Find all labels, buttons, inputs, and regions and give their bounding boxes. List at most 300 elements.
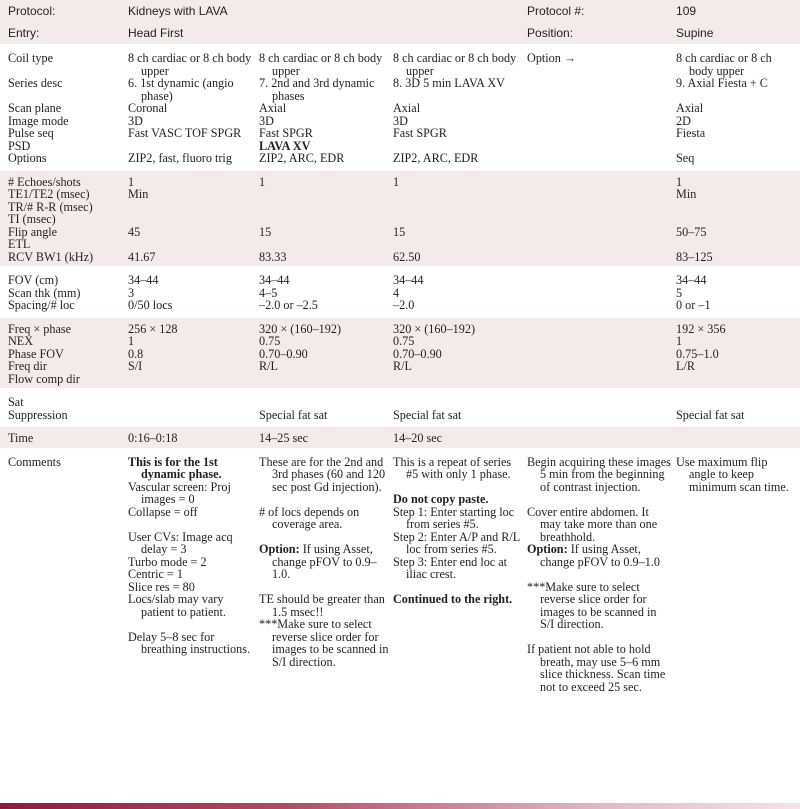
- value-text: 3D: [259, 113, 274, 128]
- parameter-value: [676, 169, 800, 188]
- parameter-value: [393, 299, 527, 316]
- parameter-value: [128, 152, 259, 169]
- parameter-row: [0, 201, 800, 214]
- parameter-value: [676, 201, 800, 214]
- parameter-value: [259, 335, 393, 348]
- parameter-row: [0, 238, 800, 251]
- entry-label: Entry:: [8, 26, 40, 40]
- parameter-label: Suppression: [8, 407, 68, 422]
- parameter-group: [0, 390, 800, 426]
- parameter-label: TR/# R-R (msec): [8, 199, 93, 214]
- parameter-value: [259, 169, 393, 188]
- parameter-value: [527, 140, 676, 153]
- parameter-value: [676, 46, 800, 78]
- comment-cell: [128, 449, 259, 709]
- parameter-value: [393, 409, 527, 426]
- comment-block: [527, 456, 672, 494]
- comment-block: [128, 456, 255, 519]
- bold-prefix: Option:: [527, 542, 568, 556]
- comment-line: Option: If using Asset, change pFOV to 0.9–1.0: [527, 542, 660, 569]
- parameter-value: [128, 102, 259, 115]
- parameter-row: [0, 152, 800, 169]
- parameter-value: [259, 316, 393, 335]
- parameter-value: [527, 201, 676, 214]
- comment-line: Centric = 1: [128, 567, 183, 581]
- parameter-group: [0, 169, 800, 268]
- value-text: Fast SPGR: [259, 126, 313, 140]
- parameter-value: [527, 251, 676, 268]
- value-text: LAVA XV: [259, 138, 311, 153]
- parameter-value: [527, 169, 676, 188]
- parameter-value: [676, 360, 800, 373]
- parameter-value: [393, 390, 527, 409]
- comment-block: [259, 456, 389, 494]
- parameter-value: [128, 390, 259, 409]
- parameter-label: ETL: [8, 237, 31, 251]
- value-text: 0.8: [128, 346, 144, 361]
- comment-line: Delay 5–8 sec for breathing instructions.: [128, 629, 250, 656]
- comment-line: Continued to the right.: [393, 592, 513, 606]
- parameter-value: [676, 140, 800, 153]
- parameter-value: [128, 169, 259, 188]
- comment-block: [527, 581, 672, 631]
- parameter-value: [128, 77, 259, 102]
- parameter-value: [259, 373, 393, 390]
- parameter-value: [128, 268, 259, 287]
- parameter-value: [259, 390, 393, 409]
- comment-block: [527, 643, 672, 693]
- parameter-value: [527, 390, 676, 409]
- parameter-value: [393, 426, 527, 450]
- parameter-label: Options: [8, 151, 47, 165]
- parameter-group: [0, 268, 800, 317]
- parameter-label: # Echoes/shots: [8, 174, 81, 189]
- comment-line: Begin acquiring these images 5 min from the beginning of contrast injection.: [527, 454, 671, 494]
- value-text: 3D: [393, 113, 408, 128]
- value-text: 320 × (160–192): [259, 321, 342, 336]
- parameter-value: [527, 77, 676, 102]
- parameter-value: [393, 152, 527, 169]
- parameter-value: [393, 188, 527, 201]
- parameter-value: [676, 373, 800, 390]
- comment-line: Collapse = off: [128, 504, 198, 519]
- value-text: –2.0: [393, 298, 415, 312]
- parameter-value: [527, 152, 676, 169]
- parameter-value: [676, 127, 800, 140]
- value-text: 83.33: [259, 249, 287, 264]
- value-text: 4: [393, 285, 400, 300]
- parameter-label: Flip angle: [8, 224, 58, 239]
- parameter-value: [128, 335, 259, 348]
- parameter-value: [259, 360, 393, 373]
- parameter-label: NEX: [8, 334, 34, 348]
- parameter-value: [393, 238, 527, 251]
- comment-line: This is a repeat of series #5 with only 1 phase.: [393, 454, 512, 481]
- parameter-value: [128, 251, 259, 268]
- parameter-label: Sat: [8, 395, 24, 409]
- parameter-value: [128, 213, 259, 226]
- value-text: 0.75–1.0: [676, 346, 719, 361]
- parameter-value: [527, 213, 676, 226]
- parameter-value: [259, 152, 393, 169]
- parameter-value: [259, 102, 393, 115]
- value-text: 0.70–0.90: [393, 346, 442, 361]
- parameter-value: [259, 426, 393, 450]
- comment-block: [259, 593, 389, 668]
- parameter-value: [527, 316, 676, 335]
- value-text: 8 ch cardiac or 8 ch body upper: [128, 51, 252, 78]
- parameter-row: [0, 77, 800, 102]
- parameter-value: [676, 238, 800, 251]
- comment-line: Step 3: Enter end loc at iliac crest.: [393, 554, 508, 581]
- parameter-value: [128, 360, 259, 373]
- comment-block: [527, 506, 672, 569]
- comment-block: [393, 493, 523, 581]
- comment-line: Step 2: Enter A/P and R/L loc from series #5.: [393, 529, 520, 556]
- comment-line: User CVs: Image acq delay = 3: [128, 529, 233, 556]
- parameter-value: [676, 268, 800, 287]
- parameter-value: [676, 188, 800, 201]
- parameter-value: [527, 409, 676, 426]
- parameter-value: [393, 373, 527, 390]
- parameter-value: [259, 46, 393, 78]
- parameter-value: [393, 201, 527, 214]
- value-text: 62.50: [393, 249, 421, 264]
- value-text: Axial: [393, 101, 421, 115]
- parameter-value: [393, 268, 527, 287]
- parameter-label: Freq dir: [8, 359, 47, 373]
- entry-value: Head First: [128, 26, 184, 40]
- value-text: 3D: [128, 113, 143, 128]
- value-text: 2D: [676, 113, 691, 128]
- parameter-value: [527, 426, 676, 450]
- parameter-value: [393, 348, 527, 361]
- protocol-number-value: 109: [676, 4, 697, 18]
- value-text: 14–20 sec: [393, 431, 443, 445]
- parameter-group: [0, 316, 800, 390]
- value-text: ZIP2, ARC, EDR: [393, 151, 479, 165]
- parameter-value: [393, 46, 527, 78]
- value-text: 50–75: [676, 224, 707, 239]
- parameter-value: [128, 201, 259, 214]
- parameter-value: [527, 335, 676, 348]
- value-text: 4–5: [259, 285, 278, 300]
- parameter-value: [527, 360, 676, 373]
- value-text: 8 ch cardiac or 8 ch body upper: [393, 51, 517, 78]
- parameter-row: [0, 390, 800, 409]
- value-text: 1: [128, 334, 135, 348]
- parameter-label: Spacing/# loc: [8, 298, 75, 312]
- parameter-value: [676, 409, 800, 426]
- parameter-value: [259, 77, 393, 102]
- parameter-row: [0, 268, 800, 287]
- value-text: 8. 3D 5 min LAVA XV: [393, 76, 505, 90]
- value-text: R/L: [393, 359, 412, 373]
- comment-line: If patient not able to hold breath, may use 5–6 mm slice thickness. Scan time not to exceed 25 sec.: [527, 642, 666, 694]
- value-text: L/R: [676, 359, 695, 373]
- parameter-value: [128, 373, 259, 390]
- parameter-value: [128, 426, 259, 450]
- parameter-value: [259, 201, 393, 214]
- value-text: 1: [259, 174, 266, 189]
- value-text: 8 ch cardiac or 8 ch body upper: [259, 51, 383, 78]
- value-text: Min: [128, 187, 149, 201]
- comment-line: Locs/slab may vary patient to patient.: [128, 592, 226, 619]
- parameter-label: Flow comp dir: [8, 371, 80, 386]
- comments-label: Comments: [8, 454, 61, 469]
- value-text: Axial: [676, 101, 704, 115]
- parameter-value: [259, 127, 393, 140]
- protocol-label: Protocol:: [8, 4, 56, 18]
- value-text: 34–44: [676, 273, 707, 287]
- parameter-value: [527, 373, 676, 390]
- value-text: 0:16–0:18: [128, 431, 178, 445]
- comment-block: [128, 631, 255, 656]
- parameter-value: [128, 46, 259, 78]
- value-text: 6. 1st dynamic (angio phase): [128, 76, 234, 103]
- parameter-value: [128, 188, 259, 201]
- parameter-value: [676, 226, 800, 239]
- comment-line: Step 1: Enter starting loc from series #5.: [393, 504, 515, 531]
- value-text: 9. Axial Fiesta + C: [676, 76, 768, 90]
- value-text: 0/50 locs: [128, 298, 173, 312]
- value-text: 1: [676, 334, 683, 348]
- comment-block: [128, 531, 255, 619]
- comment-line: This is for the 1st dynamic phase.: [128, 454, 222, 481]
- parameter-label: FOV (cm): [8, 273, 59, 287]
- parameter-value: [393, 127, 527, 140]
- value-text: 1: [128, 174, 135, 189]
- value-text: 192 × 356: [676, 321, 726, 336]
- parameter-value: [527, 127, 676, 140]
- parameter-value: [676, 102, 800, 115]
- parameter-label: RCV BW1 (kHz): [8, 249, 94, 264]
- comment-line: Vascular screen: Proj images = 0: [128, 479, 231, 506]
- parameter-value: [527, 287, 676, 300]
- comment-block: [393, 593, 523, 606]
- value-text: Seq: [676, 151, 695, 165]
- parameter-value: [128, 238, 259, 251]
- value-text: Special fat sat: [676, 407, 745, 422]
- parameter-label: Scan plane: [8, 101, 62, 115]
- parameter-value: [676, 77, 800, 102]
- parameter-label: Scan thk (mm): [8, 285, 81, 300]
- parameter-group: [0, 46, 800, 170]
- parameter-label: Phase FOV: [8, 346, 64, 361]
- parameter-value: [676, 316, 800, 335]
- protocol-number-label: Protocol #:: [527, 4, 585, 18]
- parameter-value: [259, 268, 393, 287]
- parameter-value: [128, 348, 259, 361]
- parameter-row: [0, 373, 800, 390]
- value-text: 320 × (160–192): [393, 321, 476, 336]
- parameter-value: [527, 188, 676, 201]
- position-value: Supine: [676, 26, 714, 40]
- comment-cell: [527, 449, 676, 709]
- parameter-label: Series desc: [8, 76, 63, 90]
- parameter-value: [527, 238, 676, 251]
- parameter-label: Image mode: [8, 113, 69, 128]
- comment-block: [393, 456, 523, 481]
- comments-row: [0, 449, 800, 709]
- parameter-label: Freq × phase: [8, 321, 72, 336]
- parameter-row: [0, 335, 800, 348]
- value-text: 0 or –1: [676, 298, 711, 312]
- value-text: 256 × 128: [128, 321, 178, 336]
- parameter-label: Time: [8, 431, 34, 445]
- value-text: 15: [259, 224, 272, 239]
- comment-line: Turbo mode = 2: [128, 554, 207, 569]
- parameter-value: [128, 226, 259, 239]
- comment-block: [676, 456, 796, 494]
- parameter-value: [527, 46, 676, 78]
- bold-prefix: Option:: [259, 542, 300, 556]
- parameter-row: [0, 213, 800, 226]
- comment-line: Option: If using Asset, change pFOV to 0.9–1.0.: [259, 542, 377, 581]
- protocol-value: Kidneys with LAVA: [128, 4, 228, 18]
- parameter-value: [676, 299, 800, 316]
- parameter-row: [0, 226, 800, 239]
- value-text: Coronal: [128, 101, 168, 115]
- parameter-value: [128, 127, 259, 140]
- parameter-value: [393, 316, 527, 335]
- parameter-value: [393, 169, 527, 188]
- parameter-value: [259, 238, 393, 251]
- value-text: Axial: [259, 101, 287, 115]
- value-text: Special fat sat: [259, 407, 328, 422]
- value-text: 1: [393, 174, 400, 189]
- parameter-value: [393, 213, 527, 226]
- parameter-value: [259, 251, 393, 268]
- value-text: Fiesta: [676, 126, 706, 140]
- parameter-row: [0, 127, 800, 140]
- value-text: Option →: [527, 51, 577, 65]
- comment-line: Cover entire abdomen. It may take more than one breathhold.: [527, 504, 658, 544]
- parameter-value: [676, 335, 800, 348]
- comment-cell: [393, 449, 527, 709]
- parameter-row: [0, 360, 800, 373]
- parameter-label: Coil type: [8, 51, 54, 65]
- value-text: R/L: [259, 359, 278, 373]
- comment-line: Use maximum flip angle to keep minimum scan time.: [676, 454, 789, 494]
- protocol-header: [0, 0, 800, 46]
- parameter-value: [128, 299, 259, 316]
- parameter-value: [259, 409, 393, 426]
- value-text: 0.70–0.90: [259, 346, 308, 361]
- value-text: Special fat sat: [393, 407, 462, 422]
- parameter-value: [527, 115, 676, 128]
- parameter-group: [0, 426, 800, 450]
- value-text: 1: [676, 174, 683, 189]
- parameter-row: [0, 299, 800, 316]
- parameter-value: [259, 226, 393, 239]
- value-text: 5: [676, 285, 683, 300]
- value-text: 14–25 sec: [259, 431, 309, 445]
- comment-line: # of locs depends on coverage area.: [259, 504, 360, 531]
- comment-line: These are for the 2nd and 3rd phases (60 and 120 sec post Gd injection).: [259, 454, 386, 494]
- comment-line: ***Make sure to select reverse slice order for images to be scanned in S/I direction.: [259, 617, 389, 669]
- value-text: 0.75: [393, 334, 415, 348]
- parameter-row: [0, 316, 800, 335]
- parameter-row: [0, 188, 800, 201]
- value-text: 3: [128, 285, 135, 300]
- value-text: Fast SPGR: [393, 126, 447, 140]
- value-text: S/I: [128, 359, 143, 373]
- parameter-value: [393, 77, 527, 102]
- comment-block: [259, 506, 389, 531]
- comment-line: Do not copy paste.: [393, 492, 489, 506]
- parameter-row: [0, 409, 800, 426]
- comment-line: TE should be greater than 1.5 msec!!: [259, 592, 385, 619]
- value-text: 34–44: [259, 273, 290, 287]
- parameter-value: [676, 213, 800, 226]
- parameter-value: [259, 213, 393, 226]
- value-text: ZIP2, fast, fluoro trig: [128, 151, 232, 165]
- value-text: ZIP2, ARC, EDR: [259, 151, 345, 165]
- comment-cell: [676, 449, 800, 709]
- parameter-label: Pulse seq: [8, 126, 54, 140]
- parameter-value: [393, 226, 527, 239]
- value-text: 83–125: [676, 249, 713, 264]
- value-text: –2.0 or –2.5: [259, 298, 318, 312]
- parameter-value: [527, 226, 676, 239]
- value-text: 0.75: [259, 334, 281, 348]
- value-text: Min: [676, 187, 697, 201]
- comment-block: [259, 543, 389, 581]
- parameter-row: [0, 46, 800, 78]
- value-text: 15: [393, 224, 406, 239]
- parameter-row: [0, 169, 800, 188]
- value-text: 45: [128, 224, 141, 239]
- parameter-label: TI (msec): [8, 212, 56, 226]
- parameter-row: [0, 251, 800, 268]
- position-label: Position:: [527, 26, 574, 40]
- value-text: 7. 2nd and 3rd dynamic phases: [259, 76, 375, 103]
- parameter-value: [393, 360, 527, 373]
- comment-line: ***Make sure to select reverse slice order for images to be scanned in S/I direction.: [527, 579, 657, 631]
- parameter-label: PSD: [8, 138, 31, 153]
- parameter-row: [0, 102, 800, 115]
- parameter-value: [676, 390, 800, 409]
- parameter-value: [527, 299, 676, 316]
- parameter-value: [676, 152, 800, 169]
- value-text: 34–44: [393, 273, 424, 287]
- parameter-value: [128, 316, 259, 335]
- parameter-value: [527, 102, 676, 115]
- parameter-value: [527, 348, 676, 361]
- parameter-value: [393, 102, 527, 115]
- parameter-value: [128, 409, 259, 426]
- comments-group: [0, 449, 800, 709]
- parameter-value: [527, 268, 676, 287]
- parameter-value: [259, 299, 393, 316]
- value-text: 8 ch cardiac or 8 ch body upper: [676, 51, 772, 78]
- parameter-value: [393, 251, 527, 268]
- value-text: 41.67: [128, 249, 156, 264]
- value-text: Fast VASC TOF SPGR: [128, 126, 242, 140]
- parameter-value: [259, 188, 393, 201]
- value-text: 34–44: [128, 273, 159, 287]
- parameter-label: TE1/TE2 (msec): [8, 187, 90, 201]
- comment-line: Slice res = 80: [128, 579, 195, 594]
- parameter-value: [393, 335, 527, 348]
- parameter-value: [259, 348, 393, 361]
- parameter-row: [0, 426, 800, 450]
- comment-cell: [259, 449, 393, 709]
- bottom-accent-bar: [0, 803, 800, 809]
- parameter-value: [676, 251, 800, 268]
- parameter-value: [676, 426, 800, 450]
